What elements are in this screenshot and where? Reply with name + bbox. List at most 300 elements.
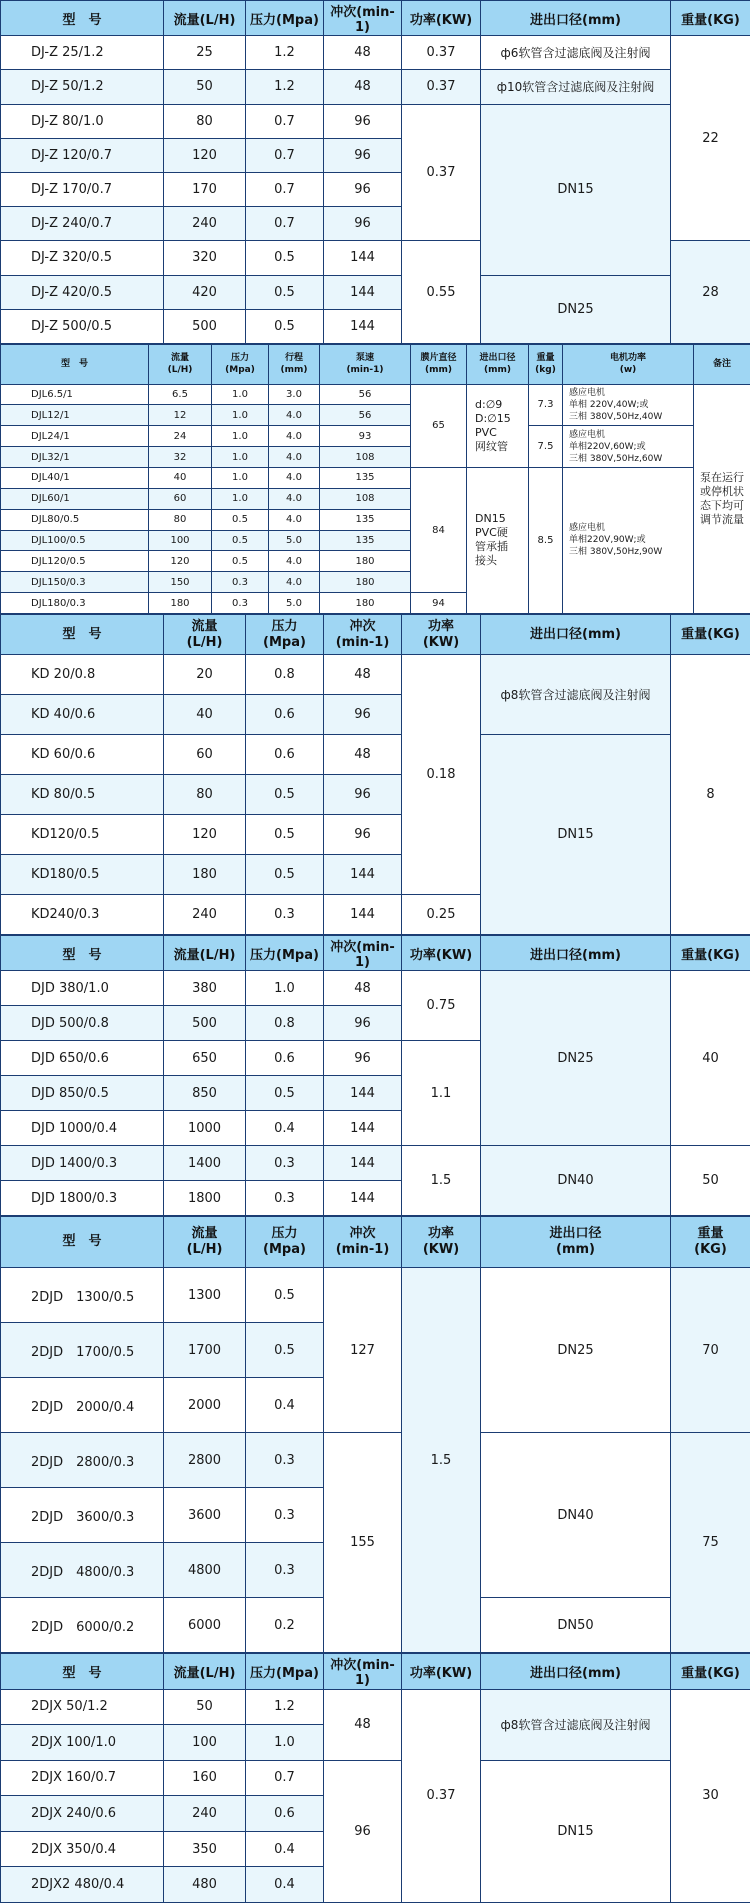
pressure-cell: 0.2 (246, 1598, 324, 1653)
pressure-cell: 0.7 (246, 138, 324, 172)
travel-cell: 4.0 (269, 509, 320, 530)
table-row (1, 104, 750, 138)
pressure-cell: 0.8 (246, 655, 324, 695)
pressure-cell: 0.7 (246, 1760, 324, 1796)
travel-cell: 4.0 (269, 551, 320, 572)
pressure-cell: 0.4 (246, 1111, 324, 1146)
col-note: 备注 (694, 345, 750, 385)
power-cell: 0.37 (402, 70, 481, 104)
flow-cell: 380 (164, 971, 246, 1006)
pressure-cell: 0.3 (246, 1543, 324, 1598)
header-text: 行程 (mm) (281, 353, 308, 375)
model-cell: DJL100/0.5 (1, 530, 149, 551)
col-model: 型 号 (1, 1217, 164, 1268)
stroke-cell: 144 (324, 1111, 402, 1146)
stroke-cell: 96 (324, 104, 402, 138)
table-row (1, 36, 750, 70)
col-flow: 流量(L/H) (164, 936, 246, 971)
power-cell: 1.5 (402, 1268, 481, 1653)
port-cell: DN40 (481, 1146, 671, 1216)
port-cell: ф6软管含过滤底阀及注射阀 (481, 36, 671, 70)
col-flow (164, 1217, 246, 1268)
note-cell: 泵在运行或停机状态下均可调节流量 (694, 384, 750, 613)
col-port: 进出口径(mm) (481, 1, 671, 36)
port-cell: DN25 (481, 275, 671, 343)
speed-cell: 135 (320, 467, 411, 488)
power-cell: 0.37 (402, 36, 481, 70)
port-text: DN15 PVC硬 管承插 接头 (475, 512, 508, 567)
pressure-cell: 0.4 (246, 1378, 324, 1433)
model-cell: DJD 1800/0.3 (1, 1181, 164, 1216)
pressure-cell: 0.6 (246, 1796, 324, 1832)
pressure-cell: 1.2 (246, 70, 324, 104)
header-text: 进出口径 (mm) (549, 1226, 601, 1257)
model-cell: 2DJD 1700/0.5 (1, 1323, 164, 1378)
header-row (1, 345, 750, 385)
flow-cell: 350 (164, 1831, 246, 1867)
model-cell: KD120/0.5 (1, 815, 164, 855)
flow-cell: 1400 (164, 1146, 246, 1181)
travel-cell: 4.0 (269, 426, 320, 447)
flow-cell: 40 (164, 695, 246, 735)
model-cell: DJL32/1 (1, 447, 149, 468)
port-cell: DN15 (481, 735, 671, 935)
col-weight: 重量(KG) (671, 615, 750, 655)
model-cell: DJL150/0.3 (1, 572, 149, 593)
header-text: 重量 (kg) (535, 353, 556, 375)
table-row (1, 1268, 750, 1323)
flow-cell: 80 (149, 509, 212, 530)
weight-cell: 7.5 (529, 426, 563, 468)
pressure-cell: 0.6 (246, 735, 324, 775)
model-cell: KD240/0.3 (1, 895, 164, 935)
col-model: 型 号 (1, 936, 164, 971)
col-model: 型 号 (1, 1654, 164, 1690)
weight-cell: 28 (671, 241, 750, 344)
flow-cell: 240 (164, 207, 246, 241)
col-weight (529, 345, 563, 385)
pressure-cell: 0.5 (246, 241, 324, 275)
port-cell: DN15 (481, 1760, 671, 1902)
col-weight: 重量(KG) (671, 1, 750, 36)
motor-cell (563, 467, 694, 613)
stroke-cell: 144 (324, 1076, 402, 1111)
port-text: d:∅9 D:∅15 PVC 网纹管 (475, 398, 511, 453)
pressure-cell: 0.3 (212, 593, 269, 614)
header-text: 流量 (L/H) (168, 353, 193, 375)
header-text: 功率 (KW) (423, 1226, 459, 1257)
model-cell: 2DJD 6000/0.2 (1, 1598, 164, 1653)
header-text: 冲次 (min-1) (336, 1226, 390, 1257)
diaphragm-cell: 94 (411, 593, 467, 614)
pressure-cell: 0.3 (246, 1146, 324, 1181)
flow-cell: 40 (149, 467, 212, 488)
stroke-cell: 96 (324, 172, 402, 206)
stroke-cell: 96 (324, 207, 402, 241)
table-2djx (0, 1653, 750, 1903)
pressure-cell: 0.5 (246, 1323, 324, 1378)
stroke-cell: 144 (324, 309, 402, 343)
stroke-cell: 96 (324, 138, 402, 172)
col-model: 型 号 (1, 615, 164, 655)
flow-cell: 80 (164, 775, 246, 815)
weight-cell: 7.3 (529, 384, 563, 426)
model-cell: DJ-Z 80/1.0 (1, 104, 164, 138)
flow-cell: 320 (164, 241, 246, 275)
col-pressure: 压力(Mpa) (246, 1, 324, 36)
model-cell: DJD 1000/0.4 (1, 1111, 164, 1146)
speed-cell: 108 (320, 488, 411, 509)
col-weight (671, 1217, 750, 1268)
pressure-cell: 0.7 (246, 172, 324, 206)
flow-cell: 240 (164, 1796, 246, 1832)
model-cell: DJ-Z 420/0.5 (1, 275, 164, 309)
pressure-cell: 0.5 (246, 309, 324, 343)
weight-cell: 75 (671, 1433, 750, 1653)
stroke-cell: 96 (324, 695, 402, 735)
model-cell: DJD 1400/0.3 (1, 1146, 164, 1181)
flow-cell: 500 (164, 1006, 246, 1041)
flow-cell: 100 (164, 1725, 246, 1761)
pressure-cell: 1.0 (212, 426, 269, 447)
motor-text: 感应电机 单相 220V,40W;或 三相 380V,50Hz,40W (569, 388, 662, 422)
pressure-cell: 0.5 (246, 815, 324, 855)
pressure-cell: 1.0 (246, 1725, 324, 1761)
pressure-cell: 0.5 (246, 775, 324, 815)
model-cell: DJL120/0.5 (1, 551, 149, 572)
flow-cell: 1800 (164, 1181, 246, 1216)
col-pressure: 压力(Mpa) (246, 1654, 324, 1690)
col-model: 型 号 (1, 1, 164, 36)
pressure-cell: 1.0 (212, 447, 269, 468)
header-text: 功率 (KW) (423, 619, 459, 650)
model-cell: 2DJD 1300/0.5 (1, 1268, 164, 1323)
stroke-cell: 127 (324, 1268, 402, 1433)
col-stroke: 冲次(min-1) (324, 936, 402, 971)
flow-cell: 6000 (164, 1598, 246, 1653)
model-cell: KD180/0.5 (1, 855, 164, 895)
stroke-cell: 48 (324, 971, 402, 1006)
model-cell: 2DJX 100/1.0 (1, 1725, 164, 1761)
pressure-cell: 0.6 (246, 1041, 324, 1076)
col-port (467, 345, 529, 385)
pressure-cell: 0.3 (246, 895, 324, 935)
pressure-cell: 0.3 (246, 1433, 324, 1488)
col-pressure (246, 615, 324, 655)
model-cell: KD 20/0.8 (1, 655, 164, 695)
motor-text: 感应电机 单相220V,90W;或 三相 380V,50Hz,90W (569, 523, 662, 557)
power-cell: 0.75 (402, 971, 481, 1041)
header-text: 流量 (L/H) (187, 1226, 223, 1257)
travel-cell: 5.0 (269, 530, 320, 551)
weight-cell: 8.5 (529, 467, 563, 613)
col-stroke: 冲次(min-1) (324, 1, 402, 36)
model-cell: DJL60/1 (1, 488, 149, 509)
pressure-cell: 1.0 (212, 384, 269, 405)
flow-cell: 500 (164, 309, 246, 343)
table-row (1, 384, 750, 405)
col-power: 功率(KW) (402, 936, 481, 971)
table-2djd (0, 1216, 750, 1653)
col-pressure: 压力(Mpa) (246, 936, 324, 971)
table-row (1, 1689, 750, 1725)
pressure-cell: 0.7 (246, 207, 324, 241)
col-flow (149, 345, 212, 385)
flow-cell: 2800 (164, 1433, 246, 1488)
stroke-cell: 144 (324, 275, 402, 309)
header-text: 压力 (Mpa) (263, 1226, 306, 1257)
model-cell: KD 60/0.6 (1, 735, 164, 775)
pressure-cell: 1.2 (246, 1689, 324, 1725)
col-power (402, 615, 481, 655)
model-cell: DJL180/0.3 (1, 593, 149, 614)
speed-cell: 180 (320, 572, 411, 593)
table-row (1, 971, 750, 1006)
flow-cell: 120 (164, 815, 246, 855)
stroke-cell: 96 (324, 1006, 402, 1041)
port-cell (467, 467, 529, 613)
col-pump-speed (320, 345, 411, 385)
power-cell: 0.55 (402, 241, 481, 344)
table-row (1, 467, 750, 488)
col-power (402, 1217, 481, 1268)
speed-cell: 56 (320, 384, 411, 405)
model-cell: DJD 380/1.0 (1, 971, 164, 1006)
pressure-cell: 0.4 (246, 1831, 324, 1867)
model-cell: DJ-Z 170/0.7 (1, 172, 164, 206)
flow-cell: 25 (164, 36, 246, 70)
flow-cell: 20 (164, 655, 246, 695)
col-pressure (246, 1217, 324, 1268)
weight-cell: 22 (671, 36, 750, 241)
pressure-cell: 1.0 (212, 405, 269, 426)
power-cell: 1.1 (402, 1041, 481, 1146)
motor-text: 感应电机 单相220V,60W;或 三相 380V,50Hz,60W (569, 430, 662, 464)
speed-cell: 56 (320, 405, 411, 426)
port-cell: DN25 (481, 971, 671, 1146)
weight-cell: 30 (671, 1689, 750, 1902)
pressure-cell: 0.3 (246, 1181, 324, 1216)
col-power: 功率(KW) (402, 1654, 481, 1690)
model-cell: KD 40/0.6 (1, 695, 164, 735)
stroke-cell: 48 (324, 70, 402, 104)
col-diaphragm (411, 345, 467, 385)
weight-cell: 70 (671, 1268, 750, 1433)
travel-cell: 3.0 (269, 384, 320, 405)
pressure-cell: 0.5 (246, 855, 324, 895)
stroke-cell: 96 (324, 1041, 402, 1076)
model-cell: DJ-Z 120/0.7 (1, 138, 164, 172)
flow-cell: 50 (164, 70, 246, 104)
model-cell: DJ-Z 320/0.5 (1, 241, 164, 275)
header-row (1, 936, 750, 971)
flow-cell: 6.5 (149, 384, 212, 405)
stroke-cell: 144 (324, 855, 402, 895)
travel-cell: 4.0 (269, 405, 320, 426)
model-cell: DJL6.5/1 (1, 384, 149, 405)
speed-cell: 108 (320, 447, 411, 468)
stroke-cell: 155 (324, 1433, 402, 1653)
diaphragm-cell: 65 (411, 384, 467, 467)
port-cell: DN50 (481, 1598, 671, 1653)
flow-cell: 60 (164, 735, 246, 775)
flow-cell: 170 (164, 172, 246, 206)
flow-cell: 80 (164, 104, 246, 138)
table-djd (0, 935, 750, 1216)
pressure-cell: 0.6 (246, 695, 324, 735)
model-cell: DJD 500/0.8 (1, 1006, 164, 1041)
flow-cell: 32 (149, 447, 212, 468)
header-text: 进出口径 (mm) (479, 353, 515, 375)
port-cell: DN15 (481, 104, 671, 275)
stroke-cell: 48 (324, 36, 402, 70)
flow-cell: 650 (164, 1041, 246, 1076)
stroke-cell: 144 (324, 1146, 402, 1181)
header-text: 压力 (Mpa) (225, 353, 255, 375)
travel-cell: 5.0 (269, 593, 320, 614)
model-cell: 2DJD 4800/0.3 (1, 1543, 164, 1598)
flow-cell: 100 (149, 530, 212, 551)
model-cell: DJL40/1 (1, 467, 149, 488)
header-row (1, 1217, 750, 1268)
flow-cell: 180 (164, 855, 246, 895)
pressure-cell: 0.8 (246, 1006, 324, 1041)
pressure-cell: 0.5 (212, 530, 269, 551)
pressure-cell: 0.5 (212, 551, 269, 572)
model-cell: DJL80/0.5 (1, 509, 149, 530)
flow-cell: 1300 (164, 1268, 246, 1323)
model-cell: 2DJD 2800/0.3 (1, 1433, 164, 1488)
pressure-cell: 0.7 (246, 104, 324, 138)
pressure-cell: 0.5 (246, 1076, 324, 1111)
stroke-cell: 48 (324, 655, 402, 695)
model-cell: DJL12/1 (1, 405, 149, 426)
travel-cell: 4.0 (269, 572, 320, 593)
model-cell: 2DJX 240/0.6 (1, 1796, 164, 1832)
weight-cell: 8 (671, 655, 750, 935)
table-row (1, 426, 750, 447)
table-row (1, 275, 750, 309)
port-cell: DN40 (481, 1433, 671, 1598)
flow-cell: 850 (164, 1076, 246, 1111)
table-djl (0, 344, 750, 614)
flow-cell: 60 (149, 488, 212, 509)
flow-cell: 180 (149, 593, 212, 614)
table-row (1, 655, 750, 695)
port-cell (467, 384, 529, 467)
stroke-cell: 96 (324, 1760, 402, 1902)
col-port: 进出口径(mm) (481, 936, 671, 971)
col-power: 功率(KW) (402, 1, 481, 36)
travel-cell: 4.0 (269, 488, 320, 509)
model-cell: 2DJX 160/0.7 (1, 1760, 164, 1796)
speed-cell: 180 (320, 593, 411, 614)
travel-cell: 4.0 (269, 467, 320, 488)
header-text: 压力 (Mpa) (263, 619, 306, 650)
model-cell: DJ-Z 50/1.2 (1, 70, 164, 104)
col-weight: 重量(KG) (671, 1654, 750, 1690)
motor-cell (563, 426, 694, 468)
speed-cell: 135 (320, 509, 411, 530)
col-port: 进出口径(mm) (481, 615, 671, 655)
pressure-cell: 0.3 (246, 1488, 324, 1543)
col-stroke: 冲次(min-1) (324, 1654, 402, 1690)
flow-cell: 120 (164, 138, 246, 172)
flow-cell: 120 (149, 551, 212, 572)
port-cell: ф8软管含过滤底阀及注射阀 (481, 1689, 671, 1760)
power-cell: 0.25 (402, 895, 481, 935)
model-cell: DJD 850/0.5 (1, 1076, 164, 1111)
col-port (481, 1217, 671, 1268)
header-text: 流量 (L/H) (187, 619, 223, 650)
flow-cell: 50 (164, 1689, 246, 1725)
model-cell: DJD 650/0.6 (1, 1041, 164, 1076)
power-cell: 1.5 (402, 1146, 481, 1216)
diaphragm-cell: 84 (411, 467, 467, 592)
model-cell: KD 80/0.5 (1, 775, 164, 815)
stroke-cell: 144 (324, 241, 402, 275)
header-text: 冲次 (min-1) (336, 619, 390, 650)
power-cell: 0.37 (402, 104, 481, 241)
flow-cell: 1000 (164, 1111, 246, 1146)
model-cell: 2DJX 350/0.4 (1, 1831, 164, 1867)
travel-cell: 4.0 (269, 447, 320, 468)
table-row (1, 1433, 750, 1488)
pressure-cell: 1.0 (246, 971, 324, 1006)
motor-cell (563, 384, 694, 426)
col-model: 型 号 (1, 345, 149, 385)
flow-cell: 3600 (164, 1488, 246, 1543)
model-cell: 2DJX 50/1.2 (1, 1689, 164, 1725)
col-stroke (324, 615, 402, 655)
pressure-cell: 1.2 (246, 36, 324, 70)
flow-cell: 420 (164, 275, 246, 309)
pressure-cell: 1.0 (212, 467, 269, 488)
weight-cell: 40 (671, 971, 750, 1146)
port-cell: ф10软管含过滤底阀及注射阀 (481, 70, 671, 104)
model-cell: 2DJD 2000/0.4 (1, 1378, 164, 1433)
stroke-cell: 96 (324, 815, 402, 855)
flow-cell: 12 (149, 405, 212, 426)
stroke-cell: 96 (324, 775, 402, 815)
header-text: 重量 (KG) (694, 1226, 727, 1257)
col-weight: 重量(KG) (671, 936, 750, 971)
pressure-cell: 0.5 (246, 275, 324, 309)
model-cell: DJ-Z 25/1.2 (1, 36, 164, 70)
power-cell: 0.18 (402, 655, 481, 895)
col-flow: 流量(L/H) (164, 1, 246, 36)
model-cell: DJ-Z 240/0.7 (1, 207, 164, 241)
port-cell: ф8软管含过滤底阀及注射阀 (481, 655, 671, 735)
table-kd (0, 614, 750, 935)
pressure-cell: 0.5 (212, 509, 269, 530)
flow-cell: 480 (164, 1867, 246, 1903)
flow-cell: 150 (149, 572, 212, 593)
pressure-cell: 0.5 (246, 1268, 324, 1323)
col-flow: 流量(L/H) (164, 1654, 246, 1690)
speed-cell: 93 (320, 426, 411, 447)
pressure-cell: 1.0 (212, 488, 269, 509)
pressure-cell: 0.4 (246, 1867, 324, 1903)
stroke-cell: 144 (324, 1181, 402, 1216)
power-cell: 0.37 (402, 1689, 481, 1902)
table-row (1, 1760, 750, 1796)
stroke-cell: 144 (324, 895, 402, 935)
model-cell: 2DJD 3600/0.3 (1, 1488, 164, 1543)
header-text: 电机功率 (w) (610, 353, 646, 375)
flow-cell: 2000 (164, 1378, 246, 1433)
stroke-cell: 48 (324, 1689, 402, 1760)
